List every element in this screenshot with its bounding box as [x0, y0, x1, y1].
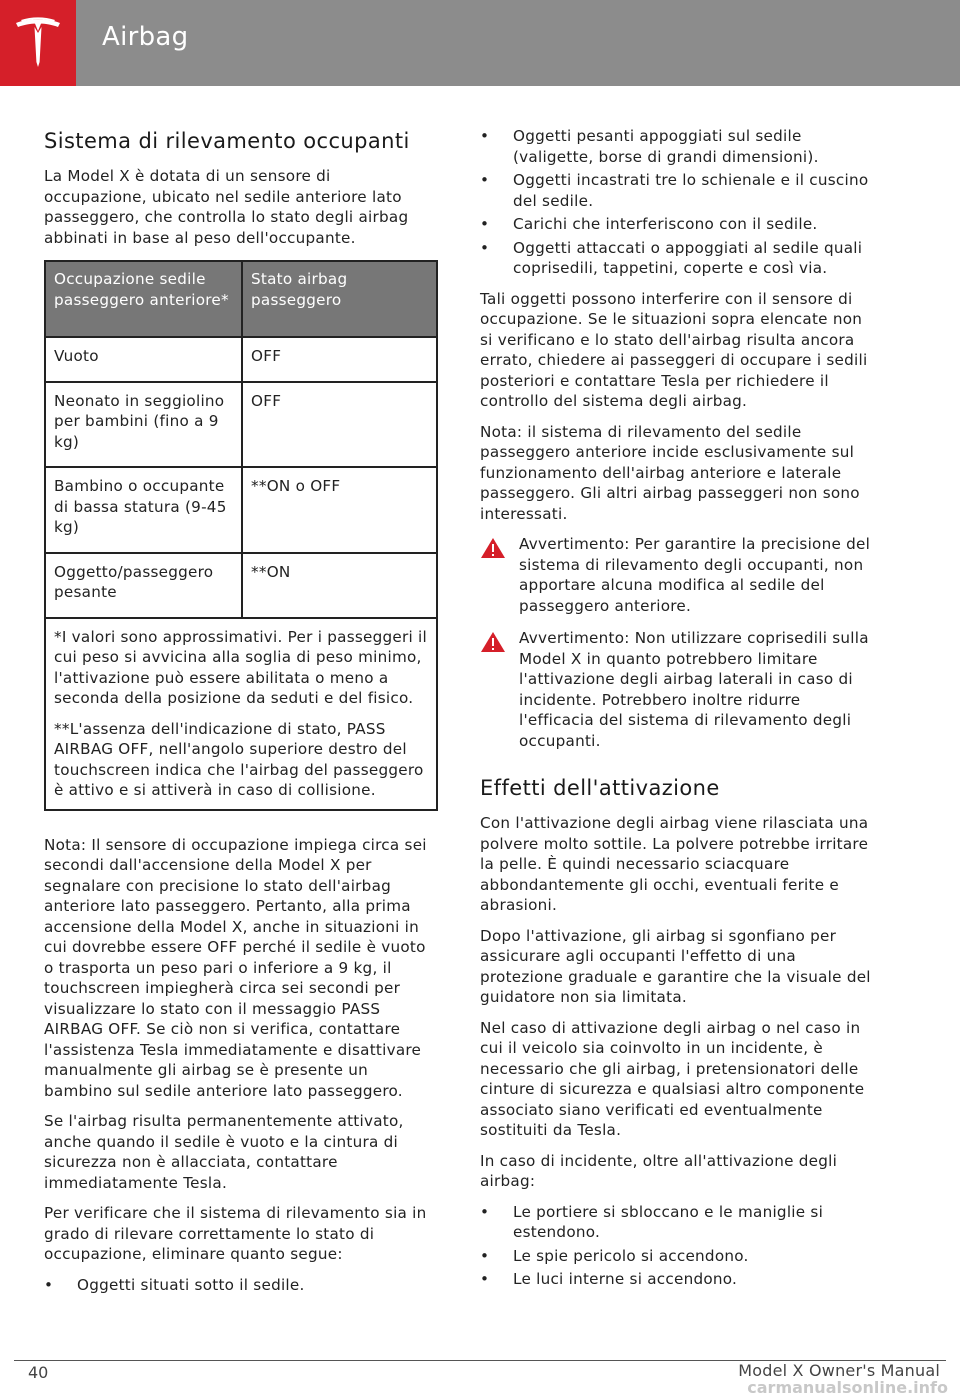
table-cell-status: OFF	[242, 337, 437, 382]
table-cell-occupancy: Bambino o occupante di bassa statura (9-45 kg)	[45, 467, 242, 553]
table-cell-occupancy: Neonato in seggiolino per bambini (fino a 9 kg)	[45, 382, 242, 468]
bullet-icon: •	[480, 171, 490, 189]
bullet-list	[44, 1275, 438, 1296]
occupancy-table	[44, 260, 438, 811]
table-note: **L'assenza dell'indicazione di stato, PASS AIRBAG OFF, nell'angolo superiore destro del touchscreen indica che l'airbag del passeggero è attivo e si attiverà in caso di collisione.	[54, 719, 424, 799]
bullet-icon: •	[480, 1246, 490, 1265]
table-cell-occupancy: Oggetto/passeggero pesante	[45, 553, 242, 618]
brand-logo	[0, 0, 76, 86]
body-paragraph: Per verificare che il sistema di rilevamento sia in grado di rilevare correttamente lo stato di occupazione, eliminare quanto segue:	[44, 1204, 427, 1263]
list-item: • Le luci interne si accendono.	[480, 1270, 738, 1288]
warning-block	[480, 534, 872, 616]
list-item: • Carichi che interferiscono con il sedile.	[480, 215, 818, 233]
manual-title: Model X Owner's Manual	[738, 1361, 940, 1380]
table-notes	[45, 618, 437, 810]
bullet-icon: •	[480, 215, 490, 233]
watermark: carmanualsonline.info	[747, 1378, 948, 1396]
body-paragraph: Dopo l'attivazione, gli airbag si sgonfiano per assicurare agli occupanti l'effetto di una protezione graduale e garantire che la visuale del guidatore non sia limitata.	[480, 926, 871, 1006]
tesla-logo-icon	[14, 17, 62, 69]
note-paragraph: Nota: il sistema di rilevamento del sedile passeggero anteriore incide esclusivamente sul funzionamento dell'airbag anteriore e laterale passeggero. Gli altri airbag passeggeri non sono interessati.	[480, 422, 860, 523]
list-item: • Oggetti situati sotto il sedile.	[44, 1275, 305, 1294]
table-row	[45, 337, 437, 382]
body-paragraph: Se l'airbag risulta permanentemente attivato, anche quando il sedile è vuoto e la cintura di sicurezza non è allacciata, contattare immediatamente Tesla.	[44, 1112, 404, 1192]
table-header-row	[45, 261, 437, 337]
bullet-list	[480, 126, 872, 279]
table-notes-row	[45, 618, 437, 810]
list-item: • Oggetti pesanti appoggiati sul sedile (valigette, borse di grandi dimensioni).	[480, 127, 819, 166]
warning-triangle-icon	[480, 631, 506, 653]
table-header-airbag-status: Stato airbag passeggero	[242, 261, 437, 337]
bullet-icon: •	[480, 1202, 490, 1221]
body-paragraph: Tali oggetti possono interferire con il sensore di occupazione. Se le situazioni sopra elencate non si verificano e lo stato dell'airbag risulta ancora errato, chiedere ai passeggeri di occupare i sedili posteriori e contattare Tesla per richiedere il controllo del sistema degli airbag.	[480, 289, 868, 410]
warning-block	[480, 628, 872, 751]
bullet-icon: •	[480, 1270, 490, 1288]
page-number: 40	[28, 1363, 49, 1382]
body-paragraph: Con l'attivazione degli airbag viene rilasciata una polvere molto sottile. La polvere potrebbe irritare la pelle. È quindi necessario sciacquare abbondantemente gli occhi, eventuali ferite e abrasioni.	[480, 814, 869, 914]
table-cell-status: **ON	[242, 553, 437, 618]
warning-text: Avvertimento: Per garantire la precisione del sistema di rilevamento degli occupanti, non apportare alcuna modifica al sedile del passeggero anteriore.	[519, 535, 871, 615]
intro-paragraph: La Model X è dotata di un sensore di occupazione, ubicato nel sedile anteriore lato passeggero, che controlla lo stato degli airbag abbinati in base al peso dell'occupante.	[44, 167, 409, 247]
table-cell-status: OFF	[242, 382, 437, 468]
section-title-occupant-detection: Sistema di rilevamento occupanti	[44, 129, 410, 153]
bullet-icon: •	[480, 127, 490, 145]
list-item: • Oggetti incastrati tre lo schienale e il cuscino del sedile.	[480, 171, 869, 210]
right-column	[480, 126, 872, 1300]
table-cell-status: **ON o OFF	[242, 467, 437, 553]
note-paragraph: Nota: Il sensore di occupazione impiega circa sei secondi dall'accensione della Model X per segnalare con precisione lo stato dell'airbag anteriore lato passeggero. Pertanto, alla prima accensione della Model X, anche in situazioni in cui dovrebbe essere OFF perché il sedile è vuoto o trasporta un peso pari o inferiore a 9 kg, il touchscreen impiegherà circa sei secondi per visualizzare lo stato con il messaggio PASS AIRBAG OFF. Se ciò non si verifica, contattare l'assistenza Tesla immediatamente e disattivare manualmente gli airbag se è presente un bambino sul sedile anteriore lato passeggero.	[44, 835, 427, 1100]
left-column	[44, 126, 438, 1305]
table-header-occupancy: Occupazione sedile passeggero anteriore*	[45, 261, 242, 337]
list-item: • Le spie pericolo si accendono.	[480, 1246, 749, 1265]
bullet-icon: •	[480, 238, 490, 257]
body-paragraph: Nel caso di attivazione degli airbag o nel caso in cui il veicolo sia coinvolto in un incidente, è necessario che gli airbag, i pretensionatori delle cinture di sicurezza e qualsiasi altro componente associato siano verificati ed eventualmente sostituiti da Tesla.	[480, 1018, 865, 1139]
bullet-icon: •	[44, 1275, 54, 1294]
warning-triangle-icon	[480, 537, 506, 559]
page-header	[0, 0, 960, 86]
table-note: *I valori sono approssimativi. Per i passeggeri il cui peso si avvicina alla soglia di peso minimo, l'attivazione può essere abilitata o meno a seconda della posizione da seduti e del fisico.	[54, 627, 427, 707]
table-cell-occupancy: Vuoto	[45, 337, 242, 382]
table-row	[45, 382, 437, 468]
table-row	[45, 467, 437, 553]
warning-text: Avvertimento: Non utilizzare coprisedili sulla Model X in quanto potrebbero limitare l'attivazione degli airbag laterali in caso di incidente. Potrebbero inoltre ridurre l'efficacia del sistema di rilevamento degli occupanti.	[519, 629, 869, 750]
page-title: Airbag	[102, 22, 189, 52]
bullet-list	[480, 1202, 872, 1290]
section-title-activation-effects: Effetti dell'attivazione	[480, 776, 720, 800]
body-paragraph: In caso di incidente, oltre all'attivazione degli airbag:	[480, 1151, 838, 1190]
list-item: • Oggetti attaccati o appoggiati al sedile quali coprisedili, tappetini, coperte e così via.	[480, 238, 863, 277]
table-row	[45, 553, 437, 618]
list-item: • Le portiere si sbloccano e le maniglie si estendono.	[480, 1202, 824, 1241]
